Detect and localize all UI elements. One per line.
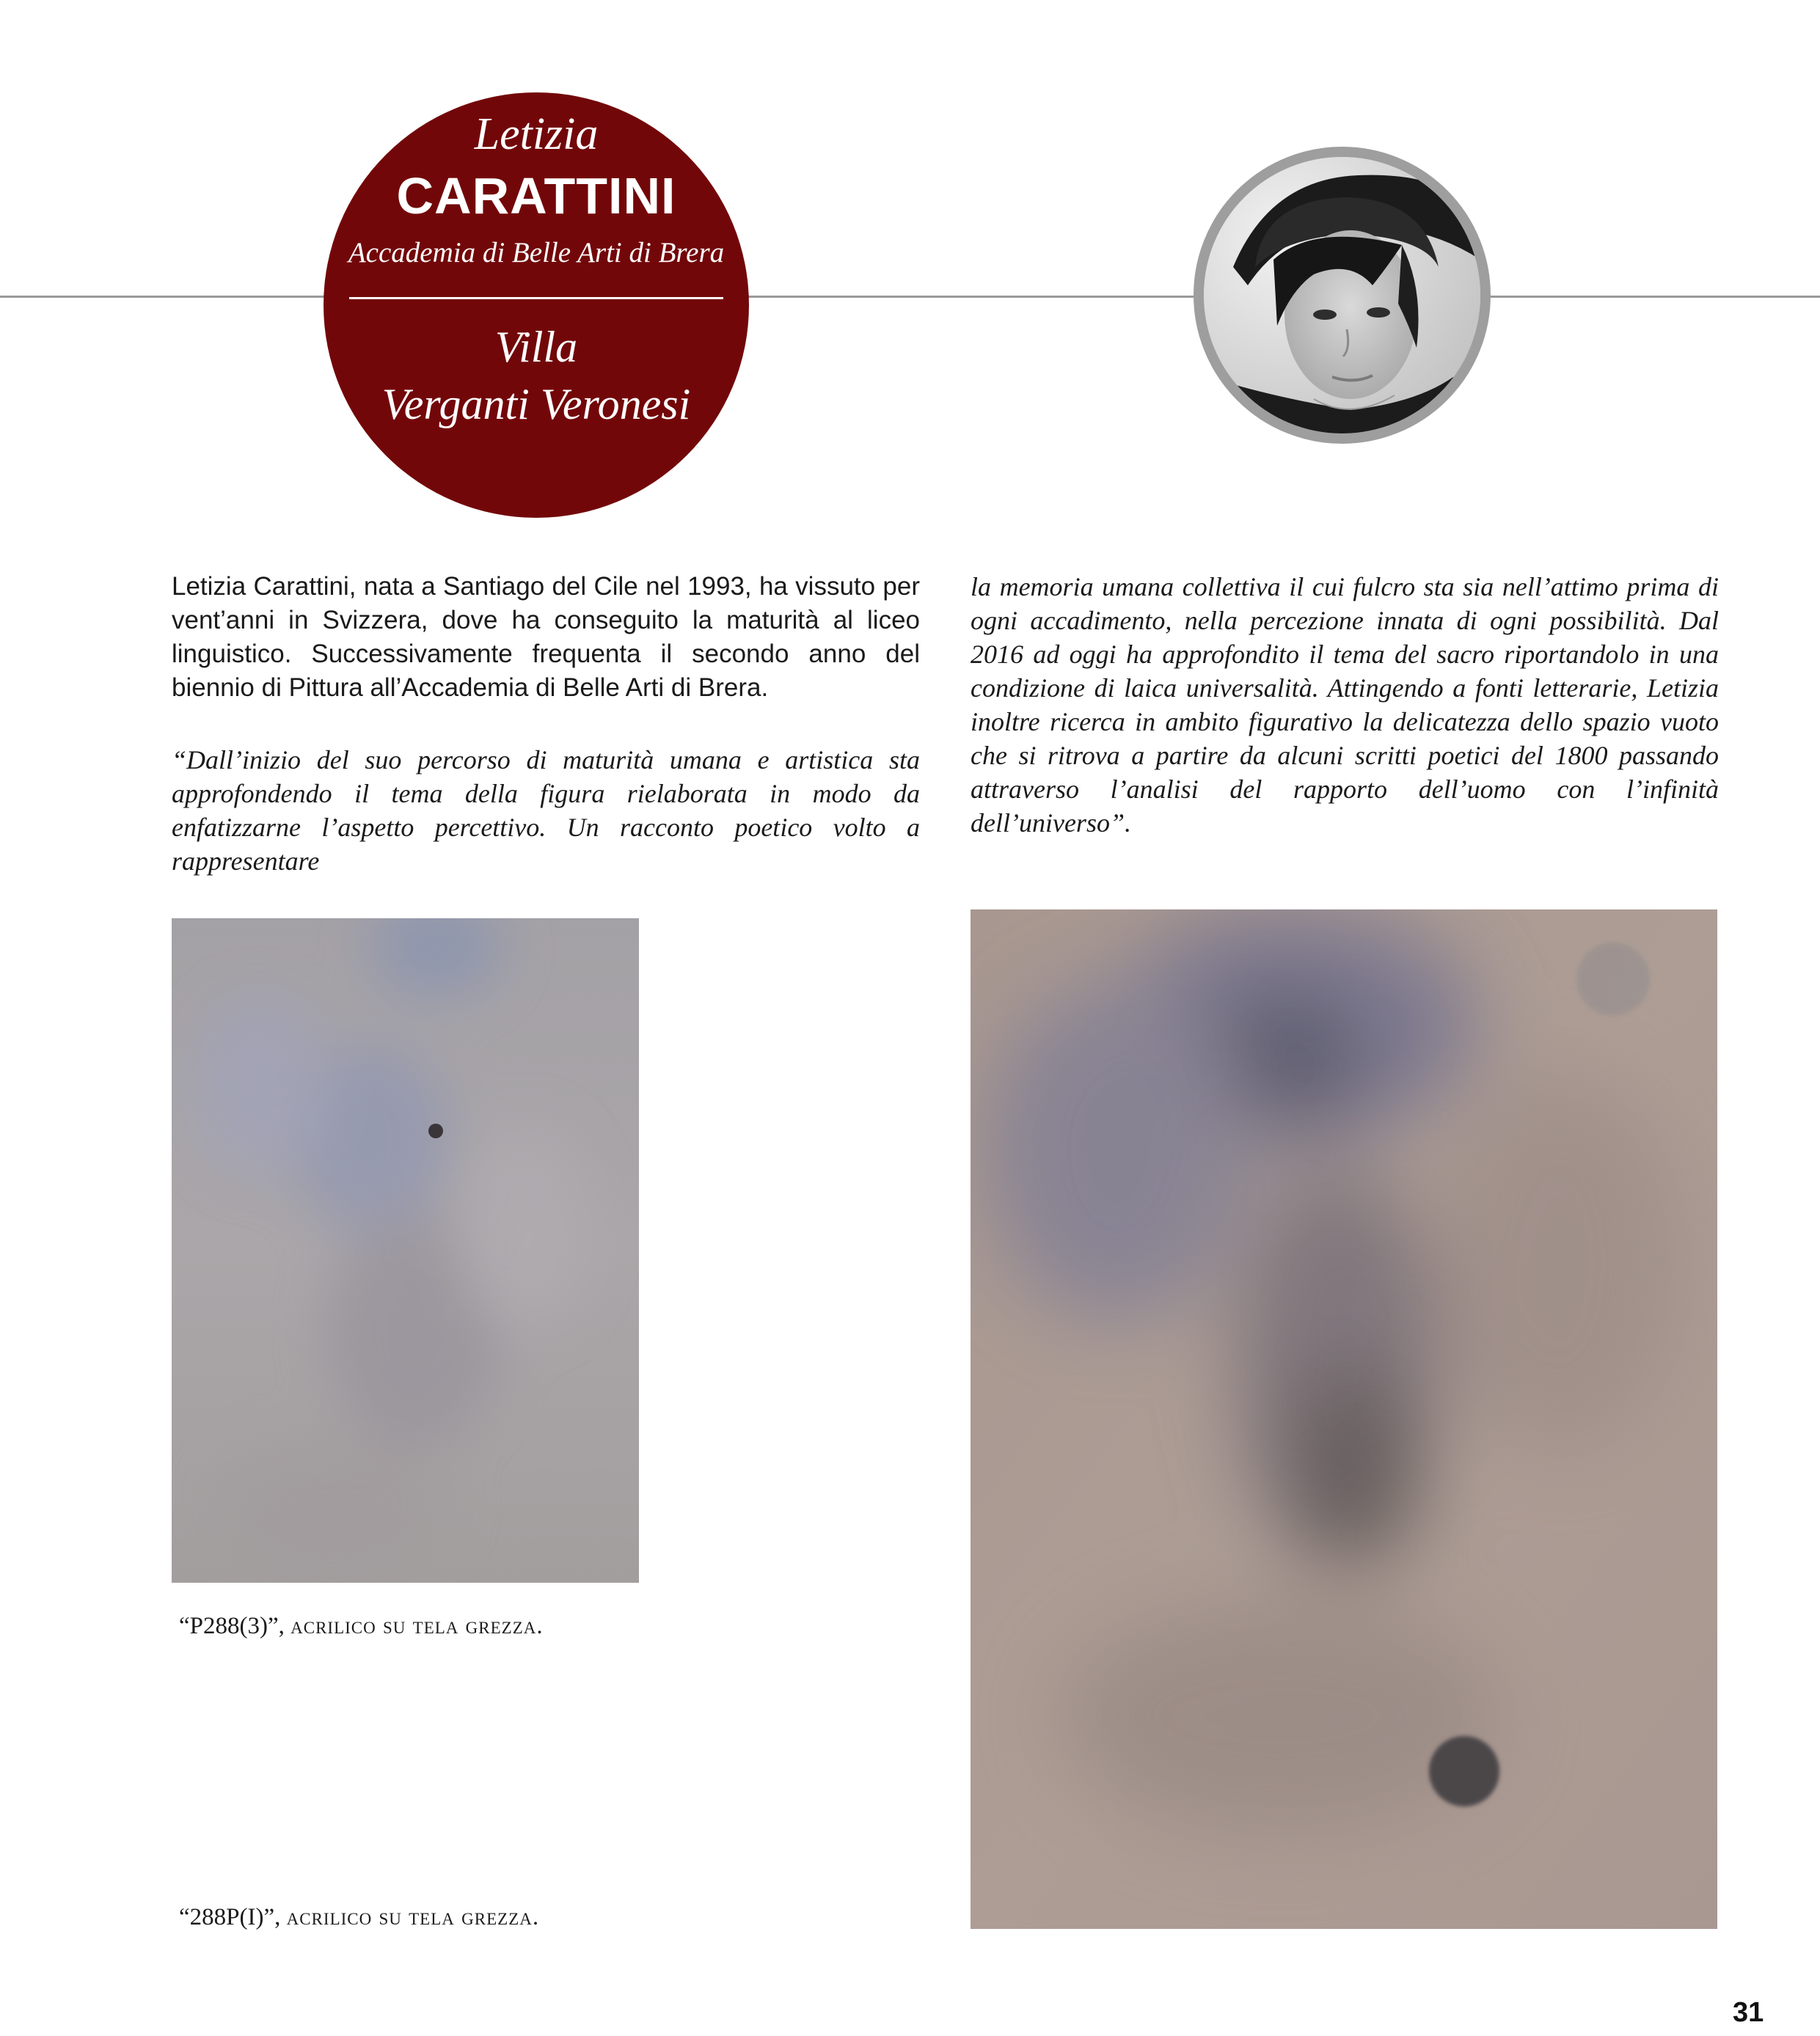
medallion-divider xyxy=(349,297,723,299)
artwork-title-1: “P288(3)”, xyxy=(179,1613,285,1639)
artwork-medium-1: acrilico su tela grezza. xyxy=(290,1613,544,1639)
artwork-image-1 xyxy=(172,918,639,1583)
artwork-288p-i xyxy=(971,909,1717,1929)
artwork-medium-2: acrilico su tela grezza. xyxy=(286,1904,540,1930)
critical-quote-part-1: “Dall’inizio del suo percorso di maturità umana e artistica sta approfondendo il tema della figura rielaborata in modo da enfatizzarne l’aspetto percettivo. Un racconto poetico volto a rappresentare xyxy=(172,745,920,876)
venue-line-2: Verganti Veronesi xyxy=(381,380,691,428)
portrait-photo xyxy=(1204,157,1480,433)
artist-first-name: Letizia xyxy=(474,109,599,159)
venue-line-1: Villa xyxy=(494,323,578,371)
artist-medallion xyxy=(324,92,749,518)
artwork-caption-1 xyxy=(179,1613,544,1640)
artwork-caption-2 xyxy=(179,1904,539,1931)
critical-quote-part-2: la memoria umana collettiva il cui fulcro sta sia nell’attimo prima di ogni accadimento, nella percezione innata di ogni possibilità. Dal 2016 ad oggi ha approfondito il tema del sacro riportandolo in una condizione di laica universalità. Attingendo a fonti letterarie, Letizia inoltre ricerca in ambito figurativo la delicatezza dello spazio vuoto che si ritrova a partire da alcuni scritti poetici del 1800 passando attraverso l’analisi del rapporto dell’uomo con l’infinità dell’universo”. xyxy=(971,572,1719,838)
artwork-p288-3 xyxy=(172,918,639,1583)
institution-name: Accademia di Belle Arti di Brera xyxy=(348,237,725,268)
artist-bio: Letizia Carattini, nata a Santiago del Cile nel 1993, ha vissuto per vent’anni in Svizzera, dove ha conseguito la maturità al liceo linguistico. Successivamente frequenta il secondo anno del biennio di Pittura all’Accademia di Belle Arti di Brera. xyxy=(172,572,920,702)
artwork-title-2: “288P(I)”, xyxy=(179,1904,281,1930)
horizontal-rule xyxy=(0,296,1820,298)
artist-last-name: CARATTINI xyxy=(396,167,676,224)
artwork-image-2 xyxy=(971,909,1717,1929)
page-number: 31 xyxy=(1733,1997,1764,2028)
artist-portrait xyxy=(1194,147,1491,444)
